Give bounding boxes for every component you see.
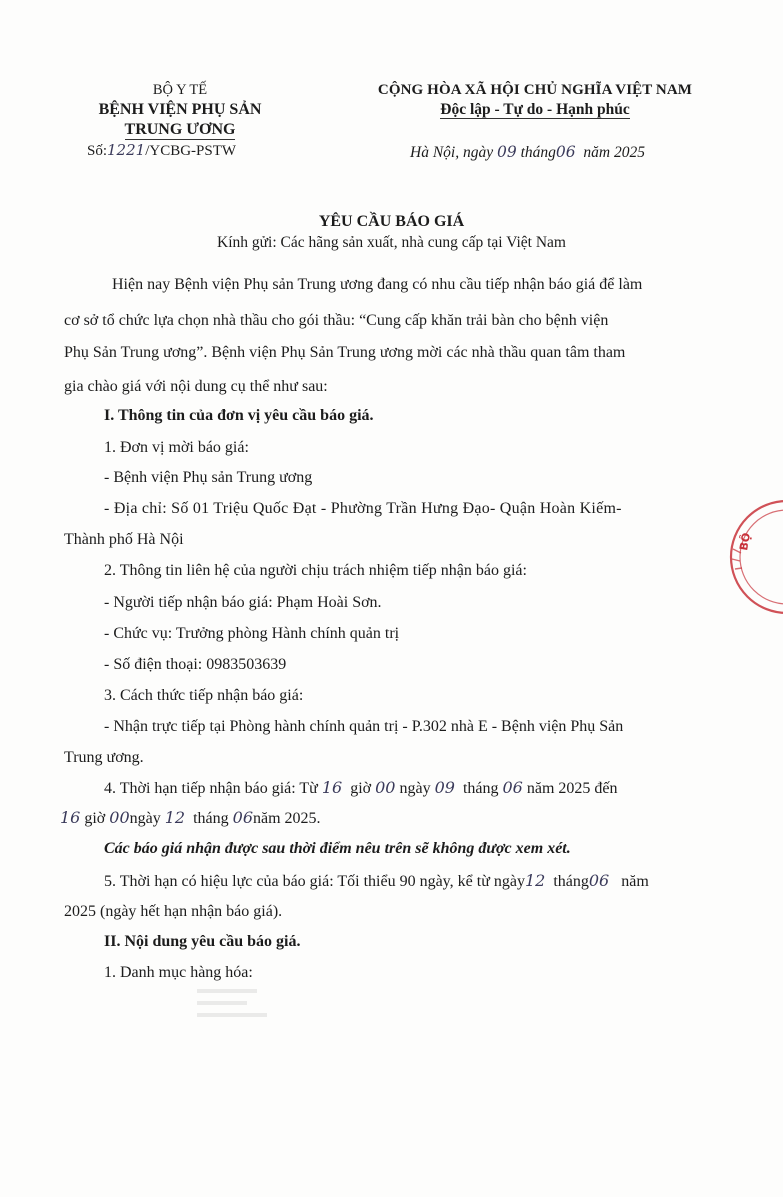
- receiver-name: - Người tiếp nhận báo giá: Phạm Hoài Sơn.: [104, 594, 382, 611]
- section1-heading: I. Thông tin của đơn vị yêu cầu báo giá.: [104, 407, 374, 424]
- document-title: YÊU CẦU BÁO GIÁ: [318, 213, 465, 230]
- validity-month: 06: [588, 871, 610, 890]
- bleed-through-marks: [195, 985, 285, 1025]
- year-to: năm 2025 đến: [526, 780, 618, 797]
- validity-month-label: tháng: [553, 873, 589, 890]
- recipient-line: Kính gửi: Các hãng sản xuất, nhà cung cấp tại Việt Nam: [217, 234, 566, 251]
- ministry-name: BỘ Y TẾ: [152, 82, 208, 98]
- date-day: 09: [496, 143, 517, 161]
- national-motto: Độc lập - Tự do - Hạnh phúc: [440, 101, 630, 118]
- receive-method-line1: - Nhận trực tiếp tại Phòng hành chính quản trị - P.302 nhà E - Bệnh viện Phụ Sản: [104, 718, 624, 735]
- month-label: tháng: [462, 780, 499, 797]
- to-month-label: tháng: [193, 810, 229, 827]
- intro-line2: cơ sở tổ chức lựa chọn nhà thầu cho gói thầu: “Cung cấp khăn trải bàn cho bệnh viện: [64, 312, 609, 329]
- doc-no-prefix: Số:: [87, 143, 108, 159]
- to-month: 06: [232, 808, 253, 827]
- document-date: [410, 143, 645, 162]
- deadline-line2: [60, 808, 321, 829]
- from-minute: 00: [375, 778, 396, 797]
- validity-day: 12: [524, 871, 546, 890]
- hour-label: giờ: [350, 780, 372, 797]
- date-month: 06: [555, 143, 576, 161]
- intro-line4: gia chào giá với nội dung cụ thể như sau:: [64, 378, 328, 395]
- from-month: 06: [502, 778, 523, 797]
- receive-method-line2: Trung ương.: [64, 749, 144, 766]
- intro-line3: Phụ Sản Trung ương”. Bệnh viện Phụ Sản Trung ương mời các nhà thầu quan tâm tham: [64, 344, 626, 361]
- validity-prefix: 5. Thời hạn có hiệu lực của báo giá: Tối thiểu 90 ngày, kể từ ngày: [104, 873, 525, 890]
- to-year: năm 2025.: [253, 810, 321, 827]
- date-month-label: tháng: [520, 144, 556, 161]
- hospital-name-line2: TRUNG ƯƠNG: [124, 121, 236, 138]
- section1-item2: 2. Thông tin liên hệ của người chịu trách nhiệm tiếp nhận báo giá:: [104, 562, 527, 579]
- to-hour: 16: [60, 808, 81, 827]
- intro-line1: Hiện nay Bệnh viện Phụ sản Trung ương đang có nhu cầu tiếp nhận báo giá để làm: [112, 276, 643, 293]
- national-title: CỘNG HÒA XÃ HỘI CHỦ NGHĨA VIỆT NAM: [377, 82, 693, 98]
- date-place: Hà Nội, ngày: [410, 144, 494, 161]
- to-day: 12: [164, 808, 186, 827]
- doc-no-suffix: /YCBG-PSTW: [145, 143, 237, 159]
- to-hour-label: giờ: [84, 810, 106, 827]
- issuer-block: [80, 80, 280, 161]
- section2-item1: 1. Danh mục hàng hóa:: [104, 964, 253, 981]
- address-line2: Thành phố Hà Nội: [64, 531, 184, 548]
- hospital-name-line1: BỆNH VIỆN PHỤ SẢN: [98, 101, 262, 118]
- validity-line2: 2025 (ngày hết hạn nhận báo giá).: [64, 903, 283, 920]
- doc-no-handwritten: 1221: [107, 141, 146, 159]
- section1-item3: 3. Cách thức tiếp nhận báo giá:: [104, 687, 304, 704]
- to-minute: 00: [109, 808, 130, 827]
- receiver-phone: - Số điện thoại: 0983503639: [104, 656, 287, 673]
- section1-item1: 1. Đơn vị mời báo giá:: [104, 439, 249, 456]
- document-number: [87, 140, 280, 161]
- from-hour: 16: [321, 778, 343, 797]
- date-year: năm 2025: [583, 144, 645, 161]
- day-label: ngày: [399, 780, 431, 797]
- deadline-line1: [104, 778, 618, 799]
- validity-year-label: năm: [621, 873, 649, 890]
- late-quote-warning: Các báo giá nhận được sau thời điểm nêu trên sẽ không được xem xét.: [104, 840, 571, 857]
- stamp-seal: [727, 497, 783, 617]
- deadline-prefix: 4. Thời hạn tiếp nhận báo giá: Từ: [104, 780, 318, 797]
- stamp-text: BỘ: [737, 531, 754, 552]
- validity-line1: [104, 871, 649, 892]
- from-day: 09: [434, 778, 455, 797]
- to-day-label: ngày: [129, 810, 161, 827]
- section2-heading: II. Nội dung yêu cầu báo giá.: [104, 933, 301, 950]
- address-line1: - Địa chỉ: Số 01 Triệu Quốc Đạt - Phường Trần Hưng Đạo- Quận Hoàn Kiếm-: [104, 500, 622, 517]
- receiver-position: - Chức vụ: Trưởng phòng Hành chính quản trị: [104, 625, 400, 642]
- inviting-unit: - Bệnh viện Phụ sản Trung ương: [104, 469, 313, 486]
- national-header: [370, 80, 700, 120]
